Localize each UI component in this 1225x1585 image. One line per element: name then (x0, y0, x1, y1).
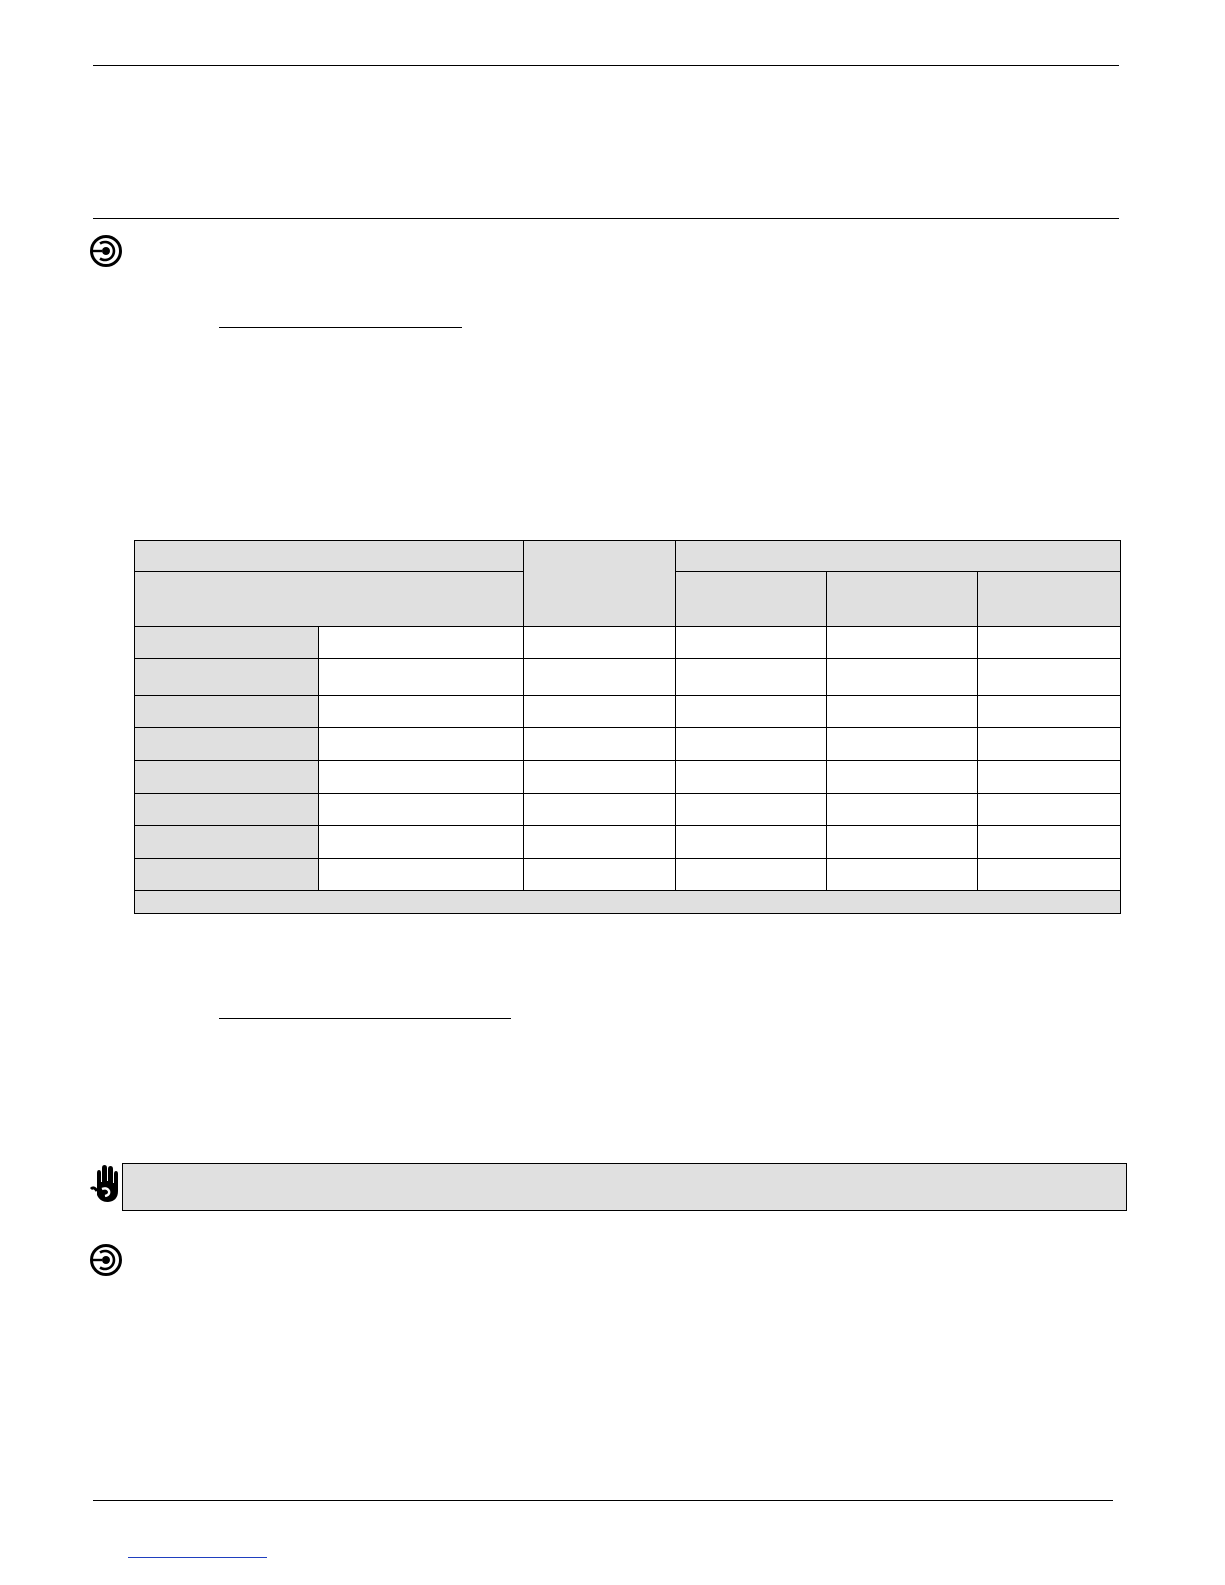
table-header-cell (135, 541, 524, 572)
table-cell (676, 696, 827, 728)
subsection-link-underline[interactable] (219, 327, 462, 328)
circled-arrow-icon (89, 234, 123, 268)
table-cell (524, 826, 676, 859)
table-cell (676, 794, 827, 826)
table-cell (524, 627, 676, 659)
table-cell (524, 659, 676, 696)
table-footnote (135, 891, 1121, 914)
row-label-cell (135, 728, 319, 761)
caution-note-text (123, 1164, 1126, 1188)
row-label-cell (135, 826, 319, 859)
footer-rule (93, 1500, 1113, 1501)
table-cell (827, 761, 978, 794)
table-cell (319, 761, 524, 794)
table-row (135, 696, 1121, 728)
caution-note (122, 1163, 1127, 1211)
table-cell (978, 826, 1121, 859)
table-cell (319, 728, 524, 761)
table-cell (978, 859, 1121, 891)
table-cell (319, 794, 524, 826)
table-cell (827, 728, 978, 761)
header-rule (93, 65, 1119, 66)
table-row (135, 826, 1121, 859)
circled-arrow-icon (89, 1243, 123, 1277)
table-header-cell (524, 541, 676, 627)
stop-hand-icon (88, 1163, 122, 1205)
table-cell (319, 826, 524, 859)
row-label-cell (135, 761, 319, 794)
table-cell (524, 728, 676, 761)
row-label-cell (135, 627, 319, 659)
footer-link-underline[interactable] (128, 1557, 267, 1558)
table-row (135, 859, 1121, 891)
table-cell (827, 794, 978, 826)
table-cell (978, 761, 1121, 794)
table-cell (319, 627, 524, 659)
table-header-cell (676, 572, 827, 627)
table-cell (827, 659, 978, 696)
table-row (135, 659, 1121, 696)
table-cell (676, 859, 827, 891)
table-cell (978, 659, 1121, 696)
row-label-cell (135, 696, 319, 728)
table-cell (827, 859, 978, 891)
table-cell (319, 696, 524, 728)
table-cell (319, 659, 524, 696)
table-cell (676, 627, 827, 659)
table-header-cell (676, 541, 1121, 572)
table-cell (676, 826, 827, 859)
table-cell (978, 696, 1121, 728)
subsection-link-underline[interactable] (219, 1018, 511, 1019)
table-row (135, 794, 1121, 826)
table-cell (827, 826, 978, 859)
spec-table (134, 540, 1121, 914)
table-cell (676, 761, 827, 794)
table-cell (978, 794, 1121, 826)
table-cell (676, 659, 827, 696)
table-row (135, 627, 1121, 659)
table-cell (827, 627, 978, 659)
table-header-cell (978, 572, 1121, 627)
table-row (135, 728, 1121, 761)
table-header-cell (827, 572, 978, 627)
row-label-cell (135, 794, 319, 826)
table-cell (524, 761, 676, 794)
table-cell (524, 859, 676, 891)
table-cell (978, 627, 1121, 659)
table-cell (827, 696, 978, 728)
table-cell (319, 859, 524, 891)
section-rule (93, 218, 1119, 219)
table-row (135, 761, 1121, 794)
table-cell (676, 728, 827, 761)
table-cell (978, 728, 1121, 761)
table-cell (524, 794, 676, 826)
table-header-cell (135, 572, 524, 627)
row-label-cell (135, 859, 319, 891)
row-label-cell (135, 659, 319, 696)
table-cell (524, 696, 676, 728)
